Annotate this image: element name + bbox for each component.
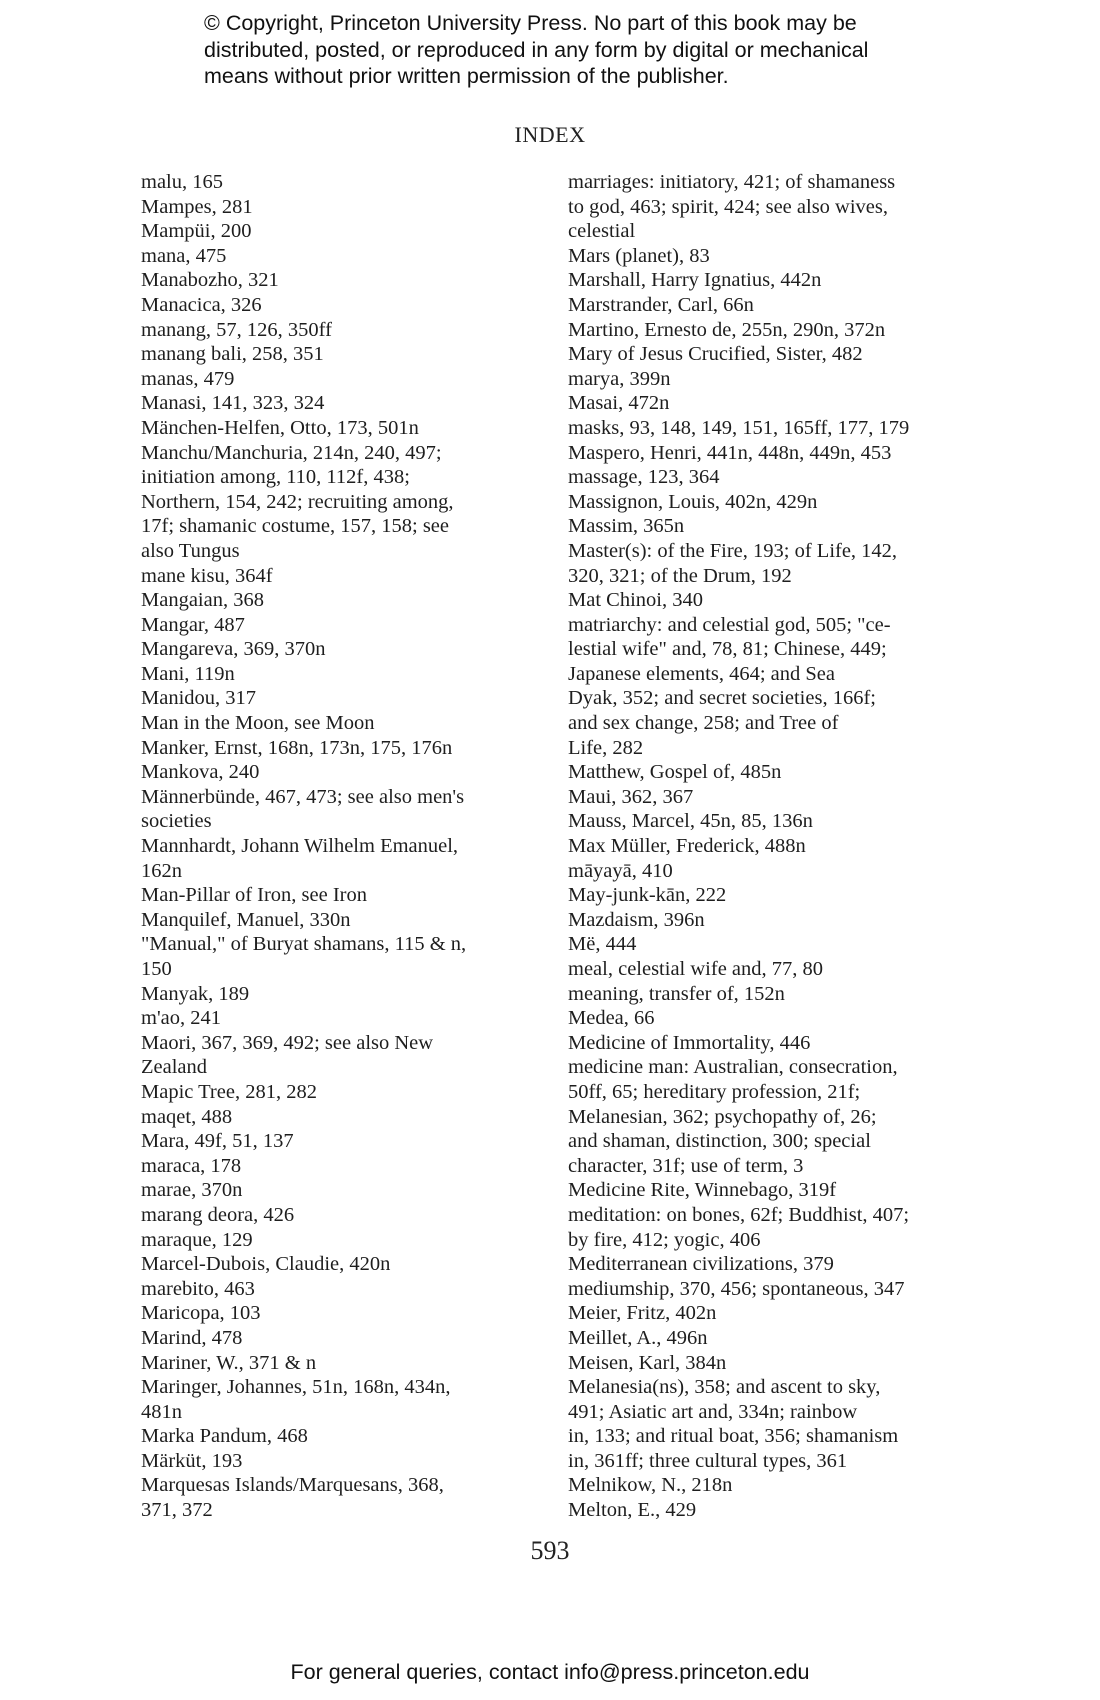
index-entry-line: maraca, 178 — [141, 1154, 242, 1177]
index-entry-line: Masai, 472n — [568, 392, 670, 415]
index-entry-line: Mangareva, 369, 370n — [141, 638, 326, 661]
index-entry-line: marebito, 463 — [141, 1277, 255, 1300]
copyright-notice — [204, 10, 964, 90]
index-entry — [141, 1326, 541, 1351]
index-entry-line: Marshall, Harry Ignatius, 442n — [568, 269, 822, 292]
index-entry-line: 17f; shamanic costume, 157, 158; see — [141, 515, 450, 538]
index-entry-line: societies — [141, 810, 212, 833]
index-entry — [141, 244, 541, 269]
index-entry — [568, 588, 968, 613]
index-entry-line: Marind, 478 — [141, 1326, 243, 1349]
index-entry-line: Manabozho, 321 — [141, 269, 279, 292]
index-entry-line: 491; Asiatic art and, 334n; rainbow — [568, 1400, 858, 1423]
index-entry — [141, 1105, 541, 1130]
index-entry-line: lestial wife" and, 78, 81; Chinese, 449; — [568, 638, 887, 661]
index-entry — [568, 834, 968, 859]
index-entry — [141, 367, 541, 392]
index-entry-line: Manyak, 189 — [141, 982, 250, 1005]
index-entry — [568, 1055, 968, 1178]
index-entry — [141, 1154, 541, 1179]
index-entry-line: Mangar, 487 — [141, 613, 245, 636]
index-entry — [141, 1277, 541, 1302]
index-entry-line: Manidou, 317 — [141, 687, 257, 710]
index-entry-line: Mara, 49f, 51, 137 — [141, 1130, 294, 1153]
index-entry-line: meal, celestial wife and, 77, 80 — [568, 958, 824, 980]
footer-contact: For general queries, contact info@press.princeton.edu — [290, 1660, 810, 1684]
index-entry — [141, 711, 541, 736]
index-entry — [568, 1277, 968, 1302]
index-column-left — [141, 170, 541, 1523]
index-entry — [568, 1473, 968, 1498]
index-entry — [141, 342, 541, 367]
index-entry — [568, 367, 968, 392]
index-entry-line: manang, 57, 126, 350ff — [141, 318, 332, 341]
index-entry — [568, 1498, 968, 1523]
index-entry-line: May-junk-kān, 222 — [568, 884, 727, 907]
index-entry — [141, 1301, 541, 1326]
index-entry-line: "Manual," of Buryat shamans, 115 & n, — [141, 933, 467, 956]
index-entry — [141, 1006, 541, 1031]
index-entry-line: by fire, 412; yogic, 406 — [568, 1228, 761, 1251]
index-column-right — [568, 170, 968, 1523]
index-entry-line: medicine man: Australian, consecration, — [568, 1056, 898, 1079]
index-entry-line: Mangaian, 368 — [141, 589, 264, 612]
index-entry — [141, 637, 541, 662]
index-entry-line: Massim, 365n — [568, 515, 685, 538]
index-entry-line: Melanesian, 362; psychopathy of, 26; — [568, 1105, 877, 1128]
index-entry-line: marang deora, 426 — [141, 1203, 295, 1226]
index-entry — [141, 760, 541, 785]
index-entry — [141, 785, 541, 834]
index-entry — [568, 539, 968, 588]
index-entry — [568, 785, 968, 810]
index-entry — [141, 170, 541, 195]
index-entry-line: 150 — [141, 958, 172, 980]
index-entry — [568, 170, 968, 244]
index-entry — [568, 441, 968, 466]
index-entry — [568, 1203, 968, 1252]
index-entry — [568, 1031, 968, 1056]
index-entry-line: marya, 399n — [568, 367, 671, 390]
index-entry-line: Mediterranean civilizations, 379 — [568, 1253, 834, 1276]
index-entry — [141, 564, 541, 589]
copyright-line: distributed, posted, or reproduced in any form by digital or mechanical — [204, 37, 869, 62]
index-entry-line: Master(s): of the Fire, 193; of Life, 142, — [568, 539, 898, 562]
index-entry-line: Melanesia(ns), 358; and ascent to sky, — [568, 1376, 881, 1399]
index-entry-line: 481n — [141, 1400, 182, 1423]
index-entry-line: 162n — [141, 859, 182, 882]
index-entry — [141, 1424, 541, 1449]
index-entry — [141, 195, 541, 220]
index-entry — [568, 883, 968, 908]
index-entry-line: mana, 475 — [141, 244, 227, 267]
index-entry — [568, 957, 968, 982]
index-entry — [141, 686, 541, 711]
index-entry — [141, 416, 541, 441]
index-entry — [141, 1228, 541, 1253]
copyright-line: © Copyright, Princeton University Press. No part of this book may be — [204, 11, 857, 35]
index-entry — [141, 318, 541, 343]
index-entry-line: Medea, 66 — [568, 1007, 655, 1030]
index-entry-line: Matthew, Gospel of, 485n — [568, 761, 782, 784]
index-entry — [141, 391, 541, 416]
index-entry-line: Northern, 154, 242; recruiting among, — [141, 490, 454, 513]
copyright-line: means without prior written permission of the publisher. — [204, 64, 729, 88]
index-entry-line: māyayā, 410 — [568, 859, 673, 882]
index-entry — [568, 1326, 968, 1351]
index-entry-line: m'ao, 241 — [141, 1007, 221, 1030]
index-entry — [141, 1449, 541, 1474]
index-entry-line: Mampüi, 200 — [141, 220, 252, 243]
index-entry-line: mediumship, 370, 456; spontaneous, 347 — [568, 1277, 905, 1300]
index-entry-line: mane kisu, 364f — [141, 564, 273, 587]
index-entry — [568, 342, 968, 367]
index-entry — [141, 1178, 541, 1203]
index-entry — [568, 514, 968, 539]
index-entry — [568, 1178, 968, 1203]
index-entry-line: character, 31f; use of term, 3 — [568, 1154, 804, 1177]
index-entry-line: celestial — [568, 220, 636, 243]
index-entry-line: Martino, Ernesto de, 255n, 290n, 372n — [568, 318, 886, 341]
index-entry — [141, 908, 541, 933]
index-entry-line: Meier, Fritz, 402n — [568, 1302, 717, 1325]
index-entry — [568, 859, 968, 884]
index-entry-line: Mapic Tree, 281, 282 — [141, 1080, 317, 1103]
index-entry-line: Mary of Jesus Crucified, Sister, 482 — [568, 343, 863, 366]
index-entry-line: Dyak, 352; and secret societies, 166f; — [568, 687, 876, 710]
index-entry-line: 320, 321; of the Drum, 192 — [568, 564, 792, 587]
index-entry-line: Japanese elements, 464; and Sea — [568, 662, 835, 685]
index-entry-line: Mauss, Marcel, 45n, 85, 136n — [568, 810, 813, 833]
index-entry-line: Maspero, Henri, 441n, 448n, 449n, 453 — [568, 441, 892, 464]
index-entry — [568, 1375, 968, 1473]
index-entry-line: Mariner, W., 371 & n — [141, 1351, 317, 1374]
index-entry-line: in, 361ff; three cultural types, 361 — [568, 1449, 848, 1472]
index-entry-line: Marquesas Islands/Marquesans, 368, — [141, 1474, 444, 1497]
index-entry — [141, 613, 541, 638]
index-entry — [568, 490, 968, 515]
index-entry-line: Man-Pillar of Iron, see Iron — [141, 884, 368, 907]
index-entry — [141, 1203, 541, 1228]
index-entry-line: Maringer, Johannes, 51n, 168n, 434n, — [141, 1376, 451, 1399]
index-entry — [141, 1351, 541, 1376]
index-entry — [141, 883, 541, 908]
index-entry-line: in, 133; and ritual boat, 356; shamanism — [568, 1425, 899, 1448]
index-entry — [568, 416, 968, 441]
index-entry — [568, 465, 968, 490]
index-entry — [141, 1375, 541, 1424]
index-entry-line: masks, 93, 148, 149, 151, 165ff, 177, 179 — [568, 416, 910, 439]
index-entry-line: Marka Pandum, 468 — [141, 1425, 308, 1448]
index-entry-line: Marcel-Dubois, Claudie, 420n — [141, 1253, 391, 1276]
index-entry-line: Zealand — [141, 1056, 208, 1079]
index-entry — [141, 1080, 541, 1105]
index-entry-line: meditation: on bones, 62f; Buddhist, 407; — [568, 1203, 910, 1226]
index-entry-line: Meillet, A., 496n — [568, 1326, 708, 1349]
index-entry-line: initiation among, 110, 112f, 438; — [141, 466, 410, 489]
index-entry — [141, 1129, 541, 1154]
index-entry — [568, 932, 968, 957]
index-entry — [141, 268, 541, 293]
index-entry-line: massage, 123, 364 — [568, 466, 720, 489]
index-entry — [141, 1473, 541, 1522]
index-entry — [568, 613, 968, 761]
index-entry — [568, 1351, 968, 1376]
index-entry-line: maqet, 488 — [141, 1105, 233, 1128]
index-entry-line: marriages: initiatory, 421; of shamaness — [568, 171, 896, 193]
index-entry-line: Marstrander, Carl, 66n — [568, 293, 754, 316]
index-entry-line: Mankova, 240 — [141, 761, 260, 784]
index-entry-line: meaning, transfer of, 152n — [568, 982, 785, 1005]
index-entry — [568, 1252, 968, 1277]
index-entry — [568, 268, 968, 293]
index-entry — [568, 760, 968, 785]
index-entry-line: Manasi, 141, 323, 324 — [141, 392, 325, 415]
index-entry-line: manas, 479 — [141, 367, 235, 390]
index-entry-line: Melton, E., 429 — [568, 1499, 697, 1522]
index-entry-line: Mat Chinoi, 340 — [568, 589, 703, 612]
index-entry-line: Meisen, Karl, 384n — [568, 1351, 727, 1374]
index-entry — [568, 982, 968, 1007]
index-entry-line: Mazdaism, 396n — [568, 908, 705, 931]
index-entry-line: manang bali, 258, 351 — [141, 343, 324, 366]
index-entry-line: Männerbünde, 467, 473; see also men's — [141, 785, 465, 808]
index-entry-line: Massignon, Louis, 402n, 429n — [568, 490, 818, 513]
index-entry-line: maraque, 129 — [141, 1228, 253, 1251]
index-entry-line: to god, 463; spirit, 424; see also wives, — [568, 195, 889, 218]
index-entry — [141, 219, 541, 244]
index-entry-line: also Tungus — [141, 539, 240, 562]
index-entry — [141, 1252, 541, 1277]
index-entry — [141, 834, 541, 883]
index-entry — [141, 932, 541, 981]
index-entry — [141, 588, 541, 613]
index-entry-line: Life, 282 — [568, 736, 644, 759]
index-entry-line: Medicine of Immortality, 446 — [568, 1031, 811, 1054]
index-entry — [141, 1031, 541, 1080]
index-entry — [141, 662, 541, 687]
index-entry-line: matriarchy: and celestial god, 505; "ce- — [568, 613, 891, 636]
index-entry — [568, 318, 968, 343]
index-entry — [568, 1006, 968, 1031]
index-entry-line: Märküt, 193 — [141, 1449, 243, 1472]
index-entry — [568, 908, 968, 933]
index-entry — [141, 736, 541, 761]
index-entry-line: Manchu/Manchuria, 214n, 240, 497; — [141, 441, 442, 464]
index-entry-line: Më, 444 — [568, 933, 637, 956]
page-number: 593 — [530, 1536, 570, 1565]
index-entry-line: Melnikow, N., 218n — [568, 1474, 733, 1497]
index-entry-line: Manquilef, Manuel, 330n — [141, 908, 351, 931]
index-entry-line: malu, 165 — [141, 171, 223, 193]
index-entry — [568, 293, 968, 318]
index-entry-line: Manker, Ernst, 168n, 173n, 175, 176n — [141, 736, 453, 759]
index-entry — [568, 391, 968, 416]
index-entry-line: marae, 370n — [141, 1179, 243, 1202]
index-entry-line: Manacica, 326 — [141, 293, 262, 316]
index-entry — [141, 982, 541, 1007]
index-entry-line: Mannhardt, Johann Wilhelm Emanuel, — [141, 835, 459, 858]
index-entry-line: Mani, 119n — [141, 662, 235, 685]
index-entry-line: Man in the Moon, see Moon — [141, 712, 375, 735]
index-entry — [568, 809, 968, 834]
index-entry — [141, 441, 541, 564]
index-entry-line: Medicine Rite, Winnebago, 319f — [568, 1179, 837, 1202]
index-entry-line: Mars (planet), 83 — [568, 244, 710, 267]
index-entry — [568, 1301, 968, 1326]
index-entry-line: and sex change, 258; and Tree of — [568, 712, 839, 735]
index-entry-line: Mänchen-Helfen, Otto, 173, 501n — [141, 416, 419, 439]
index-entry-line: Mampes, 281 — [141, 195, 253, 218]
index-entry-line: Maricopa, 103 — [141, 1302, 261, 1325]
index-entry — [568, 244, 968, 269]
index-entry-line: 50ff, 65; hereditary profession, 21f; — [568, 1080, 861, 1103]
index-entry-line: Maori, 367, 369, 492; see also New — [141, 1031, 434, 1054]
index-entry-line: Maui, 362, 367 — [568, 785, 694, 808]
page-heading: INDEX — [514, 122, 586, 147]
index-entry-line: Max Müller, Frederick, 488n — [568, 835, 806, 858]
index-entry-line: and shaman, distinction, 300; special — [568, 1130, 871, 1153]
index-entry — [141, 293, 541, 318]
index-entry-line: 371, 372 — [141, 1499, 213, 1522]
